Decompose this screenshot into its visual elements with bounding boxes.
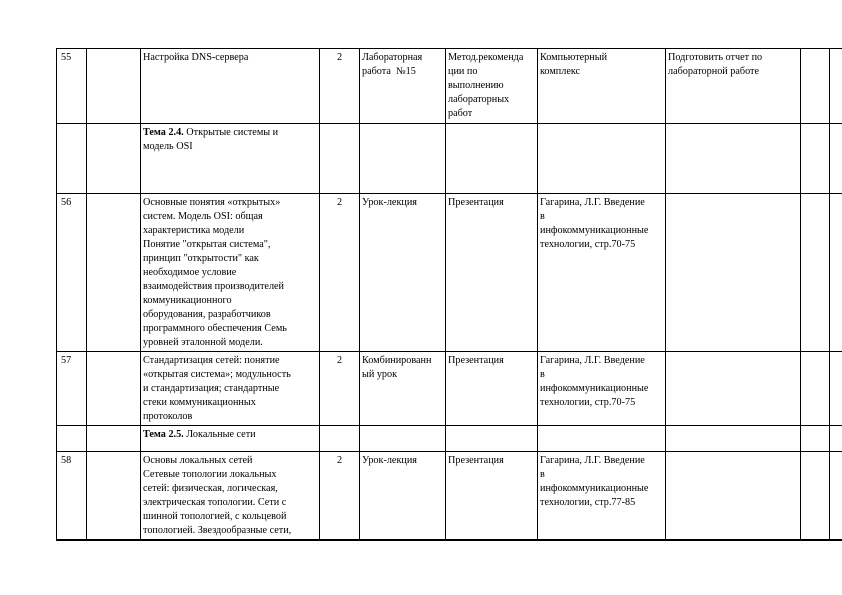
homework: Подготовить отчет по лабораторной работе <box>668 52 763 77</box>
equipment: Гагарина, Л.Г. Введение в инфокоммуникационные технологии, стр.70-75 <box>540 197 649 250</box>
lesson-type: Лабораторная работа №15 <box>362 52 423 77</box>
equipment: Гагарина, Л.Г. Введение в инфокоммуникационные технологии, стр.77-85 <box>540 455 649 508</box>
grid-line <box>56 539 842 541</box>
method-support: Презентация <box>448 355 504 366</box>
lesson-topic: Основные понятия «открытых» систем. Модель OSI: общая характеристика модели Понятие "открытая система", принцип "открытости" как необходимое условие взаимодействия производителей коммуникационного оборудования, разработчиков программного обеспечения Семь уровней эталонной модели. <box>143 197 287 348</box>
grid-line <box>56 425 842 426</box>
method-support: Презентация <box>448 197 504 208</box>
lesson-type: Урок-лекция <box>362 455 417 466</box>
grid-line <box>56 48 57 540</box>
lesson-topic: Стандартизация сетей: понятие «открытая система»; модульность и стандартизация; стандартные стеки коммуникационных протоколов <box>143 355 291 422</box>
row-number: 57 <box>61 355 72 366</box>
grid-line <box>359 48 360 540</box>
equipment: Компьютерный комплекс <box>540 52 608 77</box>
method-support: Метод.рекоменда ции по выполнению лабораторных работ <box>448 52 524 119</box>
row-number: 55 <box>61 52 72 63</box>
row-number: 58 <box>61 455 72 466</box>
lesson-hours: 2 <box>337 355 343 366</box>
lesson-type: Урок-лекция <box>362 197 417 208</box>
method-support: Презентация <box>448 455 504 466</box>
lesson-type: Комбинированн ый урок <box>362 355 432 380</box>
grid-line <box>56 451 842 452</box>
grid-line <box>445 48 446 540</box>
grid-line <box>665 48 666 540</box>
grid-line <box>56 351 842 352</box>
grid-line <box>86 48 87 540</box>
grid-line <box>829 48 830 540</box>
equipment: Гагарина, Л.Г. Введение в инфокоммуникационные технологии, стр.70-75 <box>540 355 649 408</box>
lesson-topic: Основы локальных сетей Сетевые топологии локальных сетей: физическая, логическая, электрическая топологии. Сети с шинной топологией, с кольцевой топологией. Звездообразные сети, <box>143 455 292 536</box>
grid-line <box>800 48 801 540</box>
grid-line <box>56 193 842 194</box>
section-heading: Тема 2.5. Локальные сети <box>143 429 256 440</box>
row-number: 56 <box>61 197 72 208</box>
section-heading: Тема 2.4. Открытые системы и модель OSI <box>143 127 279 152</box>
lesson-hours: 2 <box>337 52 343 63</box>
grid-line <box>140 48 141 540</box>
lesson-hours: 2 <box>337 197 343 208</box>
lesson-hours: 2 <box>337 455 343 466</box>
grid-line <box>56 123 842 124</box>
lesson-topic: Настройка DNS-сервера <box>143 52 249 63</box>
grid-line <box>537 48 538 540</box>
grid-line <box>56 48 842 49</box>
grid-line <box>319 48 320 540</box>
